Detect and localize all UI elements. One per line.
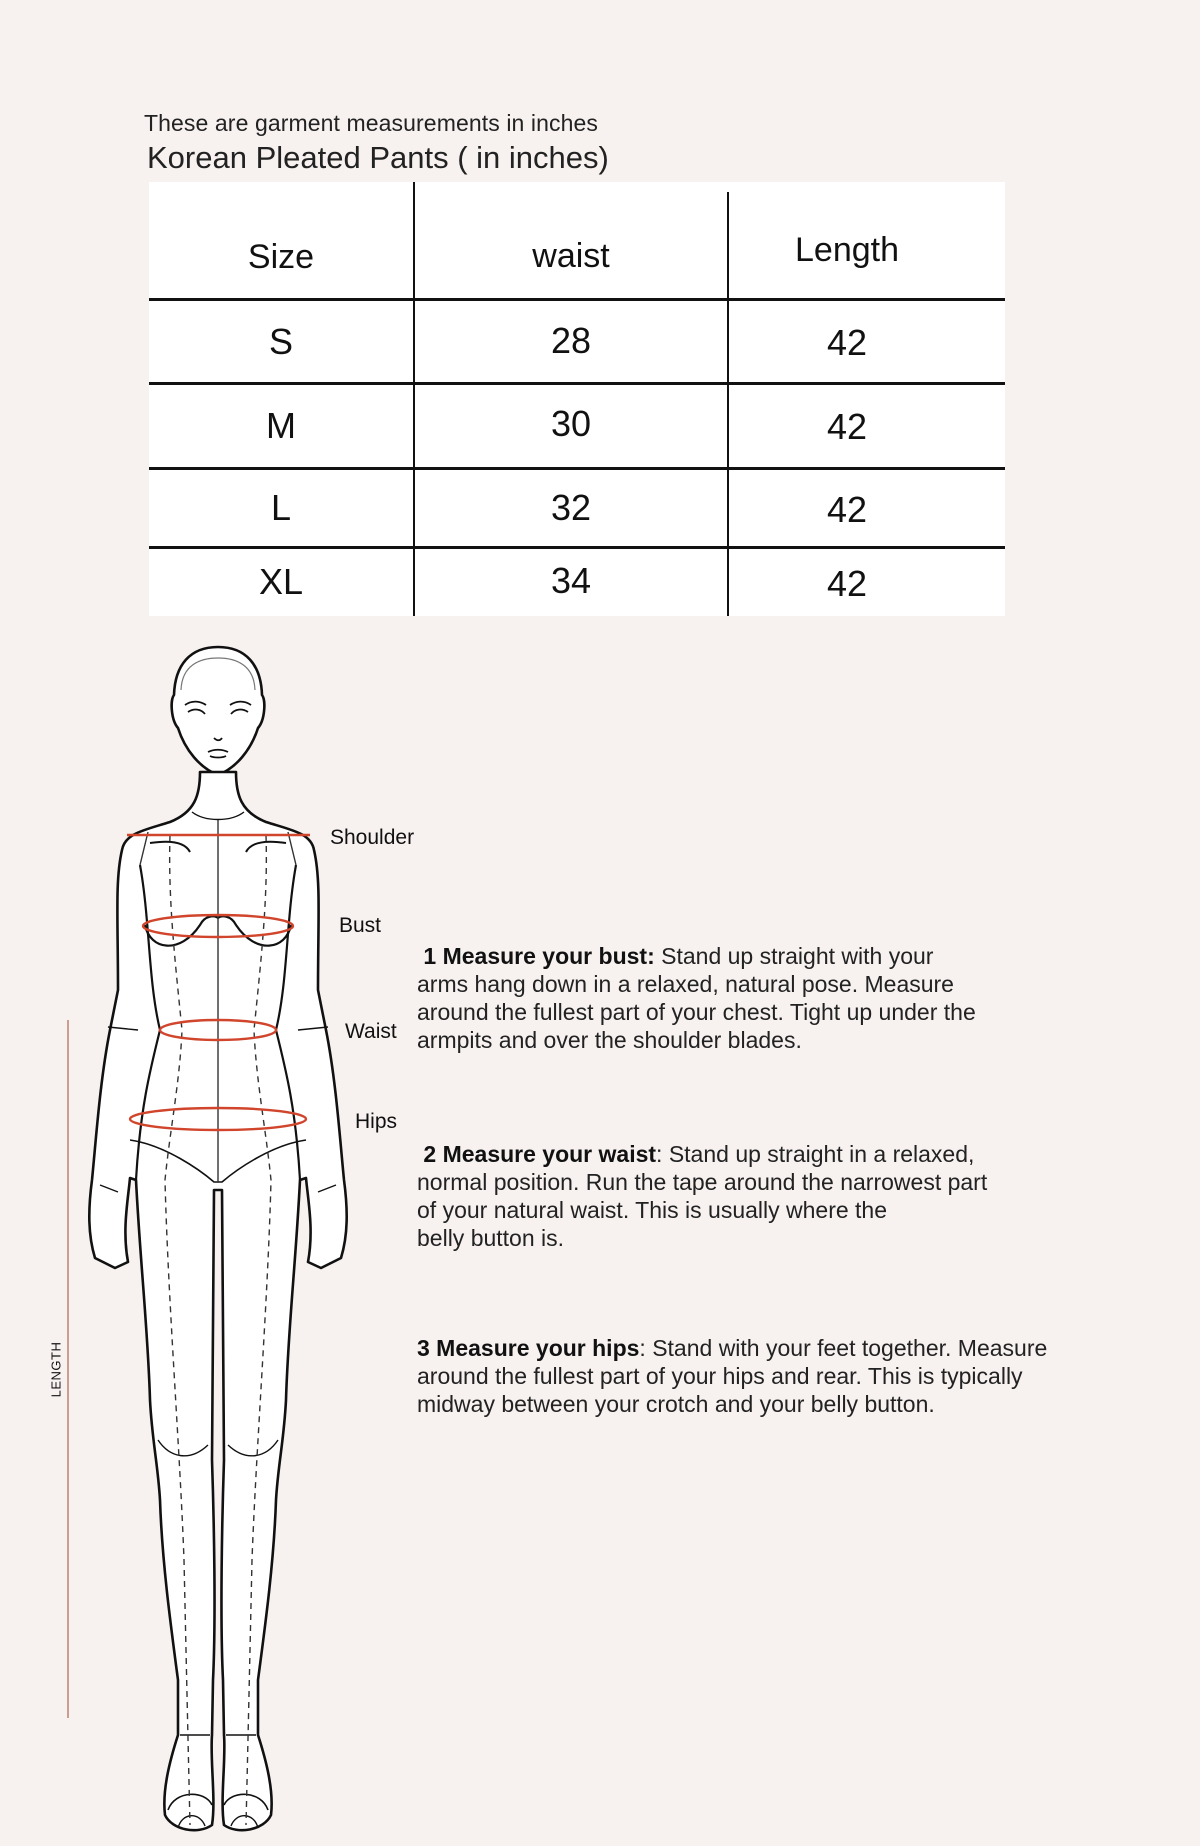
instruction-text: Stand up straight with your [654, 943, 934, 969]
length-cell: 42 [826, 563, 868, 604]
instruction-text: armpits and over the shoulder blades. [417, 1027, 802, 1053]
waist-instruction [417, 1140, 1157, 1252]
column-header-length: Length [795, 230, 899, 269]
instruction-text: of your natural waist. This is usually where the [417, 1197, 888, 1223]
bust-instruction [417, 942, 1157, 1054]
size-cell: L [270, 487, 292, 528]
column-header-size: Size [247, 237, 315, 276]
waist-cell: 30 [550, 403, 592, 444]
instruction-text: around the fullest part of your hips and rear. This is typically [417, 1363, 1023, 1389]
instruction-text: midway between your crotch and your belly button. [417, 1391, 935, 1417]
hips-instruction [417, 1334, 1157, 1418]
waist-cell: 32 [550, 487, 592, 528]
page-title: Korean Pleated Pants ( in inches) [147, 140, 609, 175]
head-outline [172, 647, 265, 775]
instruction-heading: 3 Measure your hips [417, 1335, 640, 1361]
length-label: LENGTH [48, 1341, 64, 1398]
instruction-text: : Stand up straight in a relaxed, [656, 1141, 975, 1167]
instruction-text: belly button is. [417, 1225, 565, 1251]
hips-label: Hips [355, 1110, 398, 1133]
size-cell: S [268, 320, 293, 362]
waist-cell: 34 [550, 560, 592, 601]
size-cell: M [266, 405, 296, 446]
instruction-heading: 1 Measure your bust: [423, 943, 655, 969]
shoulder-label: Shoulder [330, 826, 415, 849]
waist-label: Waist [345, 1020, 397, 1043]
measurement-note: These are garment measurements in inches [144, 110, 598, 136]
instruction-text: around the fullest part of your chest. Tight up under the [417, 999, 976, 1025]
instruction-text: arms hang down in a relaxed, natural pose. Measure [417, 971, 954, 997]
length-cell: 42 [826, 321, 868, 363]
bust-label: Bust [339, 914, 382, 937]
length-cell: 42 [826, 489, 868, 530]
length-cell: 42 [826, 406, 868, 447]
instruction-text: : Stand with your feet together. Measure [639, 1335, 1048, 1361]
column-header-waist: waist [532, 236, 610, 275]
waist-cell: 28 [550, 319, 592, 361]
instruction-text: normal position. Run the tape around the narrowest part [417, 1169, 988, 1195]
instruction-heading: 2 Measure your waist [423, 1141, 657, 1167]
size-cell: XL [258, 561, 304, 602]
